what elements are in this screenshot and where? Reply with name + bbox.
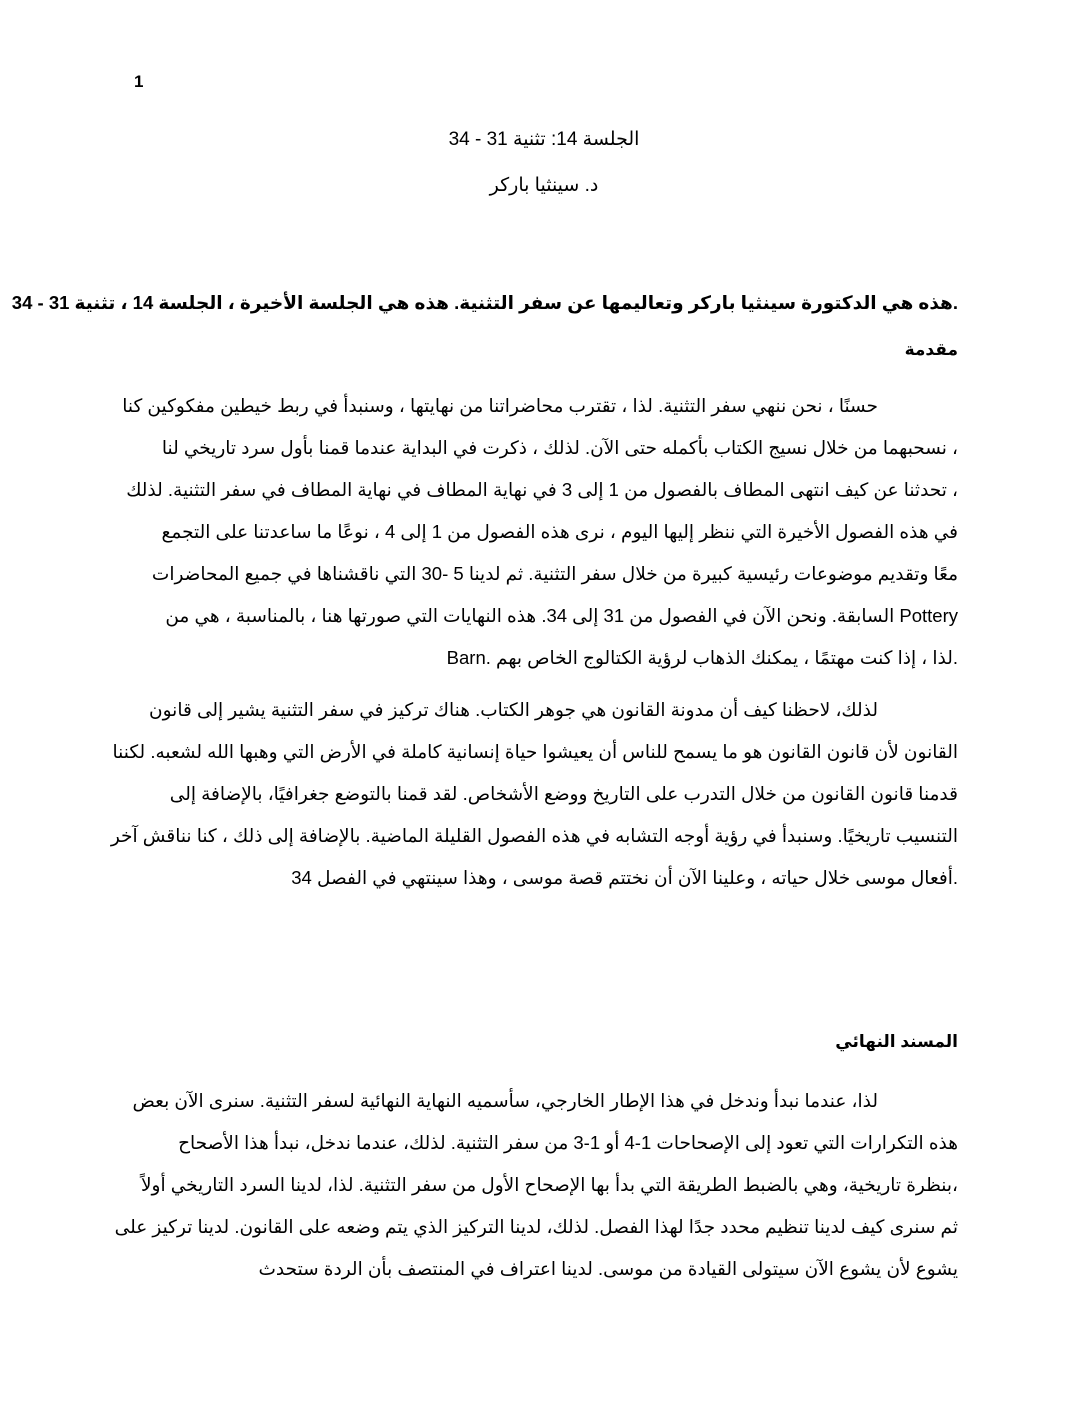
intro-line bbox=[11, 282, 958, 324]
intro-text: .هذه هي الدكتورة سينثيا باركر وتعاليمها عن سفر التثنية. هذه هي الجلسة الأخيرة ، الجلسة 14 ، تثنية 31 - 34 bbox=[11, 292, 958, 313]
page-number: 1 bbox=[134, 72, 144, 91]
paragraph-2 bbox=[110, 689, 958, 899]
para-line: ، نسحبهما من خلال نسيج الكتاب بأكمله حتى الآن. لذلك ، ذكرت في البداية عندما قمنا بأول سرد تاريخي لنا bbox=[161, 437, 958, 458]
para-line: .لذا ، إذا كنت مهتمًا ، يمكنك الذهاب لرؤية الكتالوج الخاص بهم .Barn bbox=[446, 647, 958, 668]
para-line: حسنًا ، نحن ننهي سفر التثنية. لذا ، تقترب محاضراتنا من نهايتها ، وسنبدأ في ربط خيطين مفكوكين كنا bbox=[122, 395, 878, 416]
para-line: Pottery السابقة. ونحن الآن في الفصول من 31 إلى 34. هذه النهايات التي صورتها هنا ، بالمناسبة ، هي من bbox=[165, 605, 958, 626]
para-line: هذه التكرارات التي تعود إلى الإصحاحات 1-4 أو 1-3 من سفر التثنية. لذلك، عندما ندخل، نبدأ هذا الأصحاح bbox=[178, 1132, 958, 1153]
para-line: لذا، عندما نبدأ وندخل في هذا الإطار الخارجي، سأسميه النهاية النهائية لسفر التثنية. سنرى الآن بعض bbox=[132, 1090, 878, 1111]
paragraph-3 bbox=[114, 1080, 958, 1290]
document-title: الجلسة 14: تثنية 31 - 34 bbox=[448, 129, 640, 150]
paragraph-1 bbox=[122, 385, 958, 679]
para-line: القانون لأن قانون القانون هو ما يسمح للناس أن يعيشوا حياة إنسانية كاملة في الأرض التي وهبها الله لشعبه. لكننا bbox=[112, 741, 958, 762]
para-line: لذلك، لاحظنا كيف أن مدونة القانون هي جوهر الكتاب. هناك تركيز في سفر التثنية يشير إلى قانون bbox=[149, 699, 878, 720]
para-line: ، تحدثنا عن كيف انتهى المطاف بالفصول من 1 إلى 3 في نهاية المطاف في نهاية المطاف في سفر التثنية. لذلك bbox=[126, 479, 958, 500]
section-heading-introduction: مقدمة bbox=[904, 340, 958, 359]
document-author: د. سينثيا باركر bbox=[489, 175, 599, 196]
para-line: يشوع لأن يشوع الآن سيتولى القيادة من موسى. لدينا اعتراف في المنتصف بأن الردة ستحدث bbox=[258, 1258, 958, 1279]
para-line: ،بنظرة تاريخية، وهي بالضبط الطريقة التي بدأ بها الإصحاح الأول من سفر التثنية. لذا، لدينا السرد التاريخي أولاً bbox=[140, 1174, 958, 1195]
section-heading-final-predicate: المسند النهائي bbox=[835, 1032, 958, 1051]
para-line: معًا وتقديم موضوعات رئيسية كبيرة من خلال سفر التثنية. ثم لدينا 5 -30 التي ناقشناها في جميع المحاضرات bbox=[151, 563, 958, 584]
para-line: التنسيب تاريخيًا. وسنبدأ في رؤية أوجه التشابه في هذه الفصول القليلة الماضية. بالإضافة إلى ذلك ، كنا نناقش آخر bbox=[110, 825, 958, 846]
para-line: في هذه الفصول الأخيرة التي ننظر إليها اليوم ، نرى هذه الفصول من 1 إلى 4 ، نوعًا ما ساعدتنا على التجمع bbox=[161, 521, 958, 542]
para-line: ثم سنرى كيف لدينا تنظيم محدد جدًا لهذا الفصل. لذلك، لدينا التركيز الذي يتم وضعه على القانون. لدينا تركيز على bbox=[114, 1216, 958, 1237]
para-line: قدمنا قانون القانون من خلال التدرب على التاريخ ووضع الأشخاص. لقد قمنا بالتوضع جغرافيًا، بالإضافة إلى bbox=[169, 783, 958, 804]
para-line: .أفعال موسى خلال حياته ، وعلينا الآن أن نختتم قصة موسى ، وهذا سينتهي في الفصل 34 bbox=[291, 867, 958, 888]
